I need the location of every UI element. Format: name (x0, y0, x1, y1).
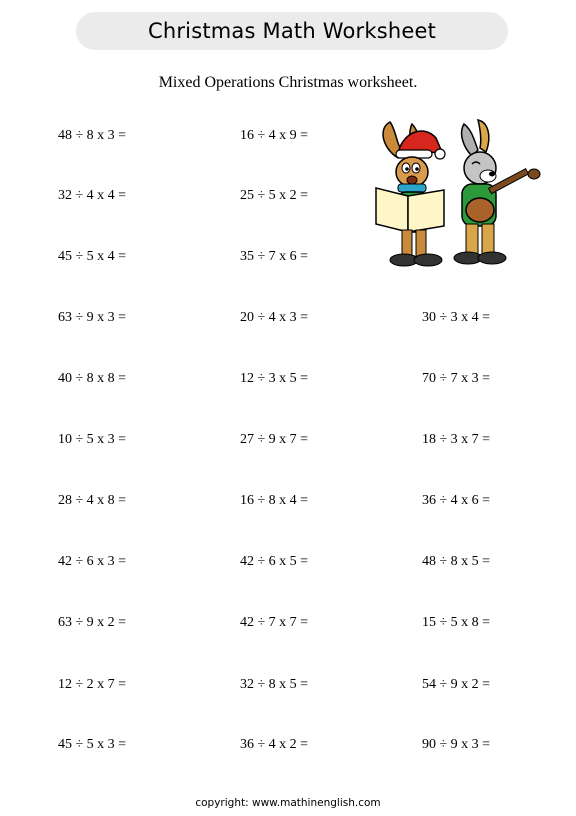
math-problem: 63 ÷ 9 x 3 = (58, 310, 127, 325)
math-problem: 27 ÷ 9 x 7 = (240, 432, 309, 447)
math-problem: 90 ÷ 9 x 3 = (422, 737, 491, 752)
math-problem: 70 ÷ 7 x 3 = (422, 371, 491, 386)
math-problem: 36 ÷ 4 x 6 = (422, 493, 491, 508)
worksheet-subtitle: Mixed Operations Christmas worksheet. (158, 74, 418, 91)
math-problem: 32 ÷ 8 x 5 = (240, 677, 309, 692)
worksheet-title-banner (76, 12, 508, 50)
math-problem: 28 ÷ 4 x 8 = (58, 493, 127, 508)
math-problem: 15 ÷ 5 x 8 = (422, 615, 491, 630)
math-problem: 45 ÷ 5 x 3 = (58, 737, 127, 752)
math-problem: 42 ÷ 6 x 5 = (240, 554, 309, 569)
math-problem: 10 ÷ 5 x 3 = (58, 432, 127, 447)
math-problem: 20 ÷ 4 x 3 = (240, 310, 309, 325)
math-problem: 18 ÷ 3 x 7 = (422, 432, 491, 447)
math-problem: 63 ÷ 9 x 2 = (58, 615, 127, 630)
copyright-footer: copyright: www.mathinenglish.com (195, 797, 381, 809)
math-problem: 35 ÷ 7 x 6 = (240, 249, 309, 264)
math-problem: 40 ÷ 8 x 8 = (58, 371, 127, 386)
math-problem: 45 ÷ 5 x 4 = (58, 249, 127, 264)
math-problem: 54 ÷ 9 x 2 = (422, 677, 491, 692)
math-problem: 30 ÷ 3 x 4 = (422, 310, 491, 325)
math-problem: 16 ÷ 4 x 9 = (240, 128, 309, 143)
math-problem: 16 ÷ 8 x 4 = (240, 493, 309, 508)
math-problem: 48 ÷ 8 x 5 = (422, 554, 491, 569)
math-problem: 25 ÷ 5 x 2 = (240, 188, 309, 203)
math-problem: 48 ÷ 8 x 3 = (58, 128, 127, 143)
math-problem: 42 ÷ 7 x 7 = (240, 615, 309, 630)
math-problem: 42 ÷ 6 x 3 = (58, 554, 127, 569)
worksheet-title: Christmas Math Worksheet (147, 19, 437, 43)
math-problem: 12 ÷ 3 x 5 = (240, 371, 309, 386)
math-problem: 12 ÷ 2 x 7 = (58, 677, 127, 692)
math-problem: 32 ÷ 4 x 4 = (58, 188, 127, 203)
math-problem: 36 ÷ 4 x 2 = (240, 737, 309, 752)
christmas-carolers-rabbits-icon (368, 118, 544, 274)
